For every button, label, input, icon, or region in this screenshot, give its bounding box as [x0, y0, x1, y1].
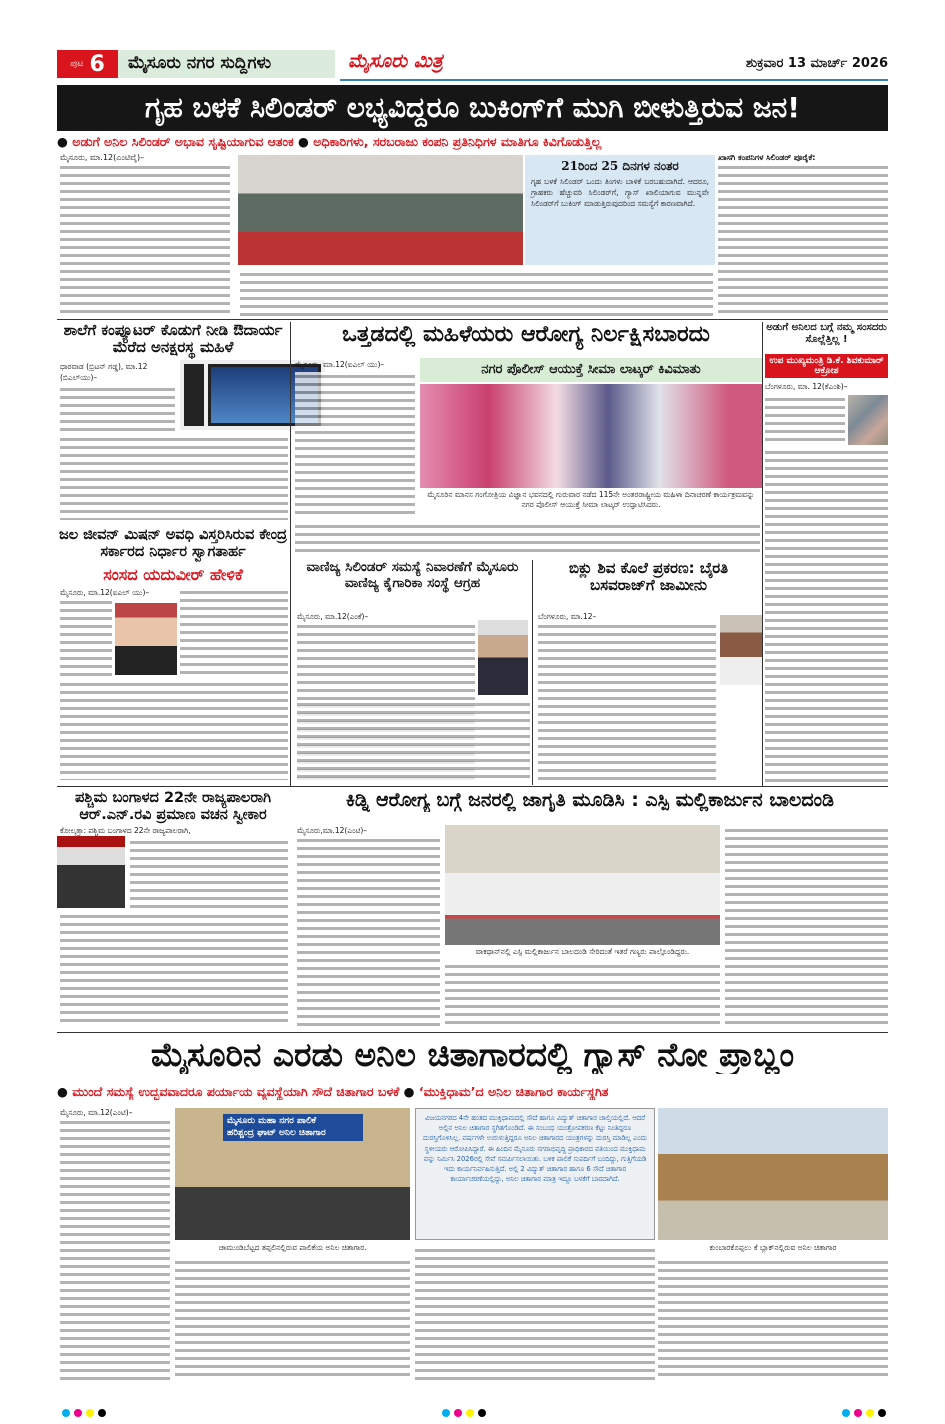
- jjm-body-3: [60, 680, 288, 780]
- divider: [290, 322, 291, 787]
- governor-dateline: ಕೋಲ್ಕತ್ತಾ: ಪಶ್ಚಿಮ ಬಂಗಾಳದ 22ನೇ ರಾಜ್ಯಪಾಲರಾಗಿ,: [60, 826, 191, 835]
- section-title: ಮೈಸೂರು ನಗರ ಸುದ್ದಿಗಳು: [118, 50, 335, 78]
- kidney-caption: ವಾಕಥಾನ್‌ನಲ್ಲಿ ಎಸ್ಪಿ ಮಲ್ಲಿಕಾರ್ಜುನ ಬಾಲದಂಡಿ ಸೇರಿದಂತೆ ಇತರೆ ಗಣ್ಯರು ಪಾಲ್ಗೊಂಡಿದ್ದರು.: [475, 947, 690, 956]
- governor-photo: [57, 836, 125, 908]
- crematorium-caption-1: ಚಾಮುಂಡಿಬೆಟ್ಟದ ತಪ್ಪಲಿನಲ್ಲಿರುವ ಪಾಲಿಕೆಯ ಅನಿಲ ಚಿತಾಗಾರ.: [218, 1243, 367, 1252]
- women-dateline: ಮೈಸೂರು, ಮಾ.12(ಐಎಲ್ ಯು)–: [295, 360, 385, 369]
- lead-body-right: [718, 163, 888, 315]
- commerce-body-2: [297, 700, 530, 782]
- lead-sub-1: ಅಡುಗೆ ಅನಿಲ ಸಿಲಿಂಡರ್ ಅಭಾವ ಸೃಷ್ಟಿಯಾಗುವ ಆತಂಕ: [72, 134, 294, 149]
- governor-body: [130, 838, 288, 908]
- page-number: 6: [89, 51, 105, 77]
- page-number-badge: [57, 50, 118, 78]
- divider: [762, 322, 763, 787]
- jjm-subhead: ಸಂಸದ ಯದುವೀರ್ ಹೇಳಿಕೆ: [103, 565, 243, 584]
- kidney-body-2: [445, 962, 720, 1027]
- dks-body: [765, 395, 845, 445]
- commerce-dateline: ಮೈಸೂರು, ಮಾ.12(ಎಂಕೆ)–: [297, 612, 369, 621]
- kidney-headline: ಕಿಡ್ನಿ ಆರೋಗ್ಯ ಬಗ್ಗೆ ಜನರಲ್ಲಿ ಜಾಗೃತಿ ಮೂಡಿಸಿ : ಎಸ್ಪಿ ಮಲ್ಲಿಕಾರ್ಜುನ ಬಾಲದಂಡಿ: [346, 790, 834, 811]
- computer-dateline: ಧಾರವಾಡ (ಬ್ರಿಟನ್ ಗಡ್ಡ), ಮಾ.12 (ಬಿಎಲ್‌ಯು)–: [60, 362, 148, 382]
- lead-photo-cylinders: [238, 155, 523, 265]
- crematorium-body-3: [415, 1246, 655, 1380]
- bail-headline: ಬಿಕ್ಲು ಶಿವ ಕೊಲೆ ಪ್ರಕರಣ: ಬೈರತಿ ಬಸವರಾಜ್‌ಗೆ ಜಾಮೀನು: [568, 559, 729, 595]
- page-label: ಪುಟ: [70, 59, 84, 69]
- registration-marks-center: [440, 1402, 488, 1421]
- women-body-bottom: [295, 522, 760, 555]
- bail-dateline: ಬೆಂಗಳೂರು, ಮಾ.12–: [538, 612, 597, 621]
- women-body-left: [295, 372, 415, 517]
- women-caption: ಮೈಸೂರಿನ ಮಾನಸ ಗಂಗೋತ್ರಿಯ ವಿಜ್ಞಾನ ಭವನದಲ್ಲಿ ಗುರುವಾರ ನಡೆದ 115ನೇ ಅಂತರರಾಷ್ಟ್ರೀಯ ಮಹಿಳಾ ದಿನಾಚರಣೆ ಕಾರ್ಯಕ್ರಮವನ್ನು ನಗರ ಪೊಲೀಸ್ ಆಯುಕ್ತೆ ಸೀಮಾ ಲಾಟ್ಕರ್ ಉದ್ಘಾಟಿಸಿದರು.: [427, 490, 755, 509]
- lead-body-col1: [60, 163, 230, 315]
- governor-headline: ಪಶ್ಚಿಮ ಬಂಗಾಳದ 22ನೇ ರಾಜ್ಯಪಾಲರಾಗಿ ಆರ್.ಎನ್.ರವಿ ಪ್ರಮಾಣ ವಚನ ಸ್ವೀಕಾರ: [74, 790, 272, 823]
- crematorium-subheads: ● ಮುಂದೆ ಸಮಸ್ಯೆ ಉದ್ಭವವಾದರೂ ಪರ್ಯಾಯ ವ್ಯವಸ್ಥೆಯಾಗಿ ಸೌದೆ ಚಿತಾಗಾರ ಬಳಕೆ ● ‘ಮುಕ್ತಿಧಾಮ’ದ ಅನಿಲ ಚಿತಾಗಾರ ಕಾರ್ಯಸ್ಥಗಿತ: [57, 1084, 609, 1099]
- commerce-headline: ವಾಣಿಜ್ಯ ಸಿಲಿಂಡರ್ ಸಮಸ್ಯೆ ನಿವಾರಣೆಗೆ ಮೈಸೂರು ವಾಣಿಜ್ಯ ಕೈಗಾರಿಕಾ ಸಂಸ್ಥೆ ಆಗ್ರಹ: [306, 559, 519, 591]
- basavaraj-photo: [720, 615, 762, 685]
- lead-subheads: ● ಅಡುಗೆ ಅನಿಲ ಸಿಲಿಂಡರ್ ಅಭಾವ ಸೃಷ್ಟಿಯಾಗುವ ಆತಂಕ ● ಅಧಿಕಾರಿಗಳು, ಸರಬರಾಜು ಕಂಪನಿ ಪ್ರತಿನಿಧಿಗಳ ಮಾತಿಗೂ ಕಿವಿಗೊಡುತ್ತಿಲ್ಲ: [57, 134, 602, 149]
- crematorium-body-1: [60, 1118, 170, 1380]
- divider: [57, 319, 888, 320]
- masthead-rule: [340, 79, 888, 81]
- kidney-photo: [445, 825, 720, 945]
- lead-sub-2: ಅಧಿಕಾರಿಗಳು, ಸರಬರಾಜು ಕಂಪನಿ ಪ್ರತಿನಿಧಿಗಳ ಮಾತಿಗೂ ಕಿವಿಗೊಡುತ್ತಿಲ್ಲ: [313, 134, 602, 149]
- lead-box-title: 21ರಿಂದ 25 ದಿನಗಳ ನಂತರ: [561, 159, 679, 173]
- sign-line-2: ಹರಿಶ್ಚಂದ್ರ ಘಾಟ್ ಅನಿಲ ಚಿತಾಗಾರ: [227, 1127, 326, 1138]
- crematorium-body-4: [658, 1258, 888, 1380]
- dks-dateline: ಬೆಂಗಳೂರು, ಮಾ. 12(ಕೆಎಂಶಿ)–: [765, 382, 848, 391]
- dks-label: ಉಪ ಮುಖ್ಯಮಂತ್ರಿ ಡಿ.ಕೆ. ಶಿವಕುಮಾರ್ ಆಕ್ರೋಶ: [765, 354, 888, 378]
- mukthidhama-box: ವಿಜಯನಗರದ 4ನೇ ಹಂತದ ಮುಕ್ತಿಧಾಮದಲ್ಲಿ ಸೌದೆ ಹಾಗೂ ವಿದ್ಯುತ್ ಚಿತಾಗಾರ ಚಾಲ್ತಿಯಲ್ಲಿದೆ. ಆದರೆ ಅಲ್ಲಿನ ಅನಿಲ ಚಿತಾಗಾರ ಸ್ಥಗಿತಗೊಂಡಿದೆ. ಈ ಸಂಬಂಧ ಯಂತ್ರೋಪಕರಣ ಕೆಟ್ಟು ನಿಂತಿದ್ದರೂ ದುರಸ್ತಿಗೊಳಿಸಿಲ್ಲ. ವರ್ಷಗಳೇ ಉರುಳುತ್ತಿದ್ದರೂ ಅನಿಲ ಚಿತಾಗಾರದ ಯಂತ್ರಗಳನ್ನು ದುರಸ್ತಿ ಮಾಡಿಲ್ಲ ಎಂದು ಸ್ಥಳೀಯರು ಆರೋಪಿಸಿದ್ದಾರೆ. ಈ ಹಿಂದಿನ ಮೈಸೂರು ನಗರಾಭಿವೃದ್ಧಿ ಪ್ರಾಧಿಕಾರದ ವತಿಯಿಂದ ಮುಕ್ತಿಧಾಮ ವನ್ನು ನಿರ್ಮಿಸಿ 2026ರಲ್ಲಿ ಸೇವೆ ಸಮರ್ಪಿಸಲಾಯಿತು. ಬಳಿಕ ಪಾಲಿಕೆ ಸುಪರ್ದಿಗೆ ಬಂದಿದ್ದು, ಗುತ್ತಿಗೆಯಡಿ ಇದು ಕಾರ್ಯನಿರ್ವಹಿಸುತ್ತಿದೆ. ಅಲ್ಲಿ 2 ವಿದ್ಯುತ್ ಚಿತಾಗಾರ ಹಾಗೂ 6 ಸೌದೆ ಚಿತಾಗಾರ ಕಾರ್ಯಾಚರಣೆಯಲ್ಲಿದ್ದು, ಅನಿಲ ಚಿತಾಗಾರ ಮಾತ್ರ ಇದ್ದೂ ಬಳಕೆಗೆ ಬಾರದಾಗಿದೆ.: [415, 1108, 655, 1240]
- jjm-body-1: [60, 598, 112, 678]
- lead-headline: ಗೃಹ ಬಳಕೆ ಸಿಲಿಂಡರ್ ಲಭ್ಯವಿದ್ದರೂ ಬುಕಿಂಗ್‌ಗೆ ಮುಗಿ ಬೀಳುತ್ತಿರುವ ಜನ!: [57, 85, 888, 131]
- crematorium-dateline: ಮೈಸೂರು, ಮಾ.12(ಎಂಟಿ)–: [60, 1108, 133, 1117]
- crematorium-caption-2: ಕುಂಬಾರಕೊಪ್ಪಲು ಕೆ ಬ್ಲಾಕ್‌ನಲ್ಲಿರುವ ಅನಿಲ ಚಿತಾಗಾರ: [709, 1243, 837, 1252]
- crematorium-sub-1: ಮುಂದೆ ಸಮಸ್ಯೆ ಉದ್ಭವವಾದರೂ ಪರ್ಯಾಯ ವ್ಯವಸ್ಥೆಯಾಗಿ ಸೌದೆ ಚಿತಾಗಾರ ಬಳಕೆ: [72, 1084, 400, 1099]
- jjm-body-2: [180, 588, 288, 678]
- paper-logo: ಮೈಸೂರು ಮಿತ್ರ: [348, 50, 443, 72]
- dks-headline: ಅಡುಗೆ ಅನಿಲದ ಬಗ್ಗೆ ನಮ್ಮ ಸಂಸದರು ಸೊಲ್ಲೆತ್ತಿಲ್ಲ !: [766, 322, 887, 345]
- governor-body-2: [60, 912, 288, 1027]
- registration-marks-right: [840, 1402, 888, 1421]
- lead-body-cols: [240, 270, 713, 316]
- computer-body: [60, 385, 175, 433]
- kidney-body-1: [297, 836, 440, 1026]
- computer-body-2: [60, 435, 288, 520]
- crematorium-body-2: [175, 1258, 410, 1380]
- sign-line-1: ಮೈಸೂರು ಮಹಾ ನಗರ ಪಾಲಿಕೆ: [227, 1116, 317, 1126]
- lead-right-kicker: ಖಾಸಗಿ ಕಂಪನಿಗಳ ಸಿಲಿಂಡರ್ ಪೂರೈಕೆ:: [718, 153, 816, 162]
- computer-headline: ಶಾಲೆಗೆ ಕಂಪ್ಯೂಟರ್ ಕೊಡುಗೆ ನೀಡಿ ಔದಾರ್ಯ ಮೆರೆದ ಅನಕ್ಷರಸ್ಥ ಮಹಿಳೆ: [63, 321, 283, 357]
- crematorium-sub-2: ‘ಮುಕ್ತಿಧಾಮ’ದ ಅನಿಲ ಚಿತಾಗಾರ ಕಾರ್ಯಸ್ಥಗಿತ: [418, 1084, 609, 1099]
- dks-body-2: [765, 448, 888, 786]
- registration-marks-left: [60, 1402, 108, 1421]
- dks-photo: [848, 395, 888, 445]
- women-subhead: ನಗರ ಪೊಲೀಸ್ ಆಯುಕ್ತೆ ಸೀಮಾ ಲಾಟ್ಕರ್ ಕಿವಿಮಾತು: [420, 358, 762, 382]
- kidney-body-3: [725, 826, 888, 1026]
- crematorium-photo-1: [175, 1108, 410, 1240]
- jjm-headline: ಜಲ ಜೀವನ್ ಮಿಷನ್ ಅವಧಿ ವಿಸ್ತರಿಸಿರುವ ಕೇಂದ್ರ ಸರ್ಕಾರದ ನಿರ್ಧಾರ ಸ್ವಾಗತಾರ್ಹ: [58, 527, 288, 560]
- crematorium-headline: ಮೈಸೂರಿನ ಎರಡು ಅನಿಲ ಚಿತಾಗಾರದಲ್ಲಿ ಗ್ಯಾಸ್ ನೋ ಪ್ರಾಬ್ಲಂ: [150, 1036, 795, 1074]
- women-headline: ಒತ್ತಡದಲ್ಲಿ ಮಹಿಳೆಯರು ಆರೋಗ್ಯ ನಿರ್ಲಕ್ಷಿಸಬಾರದು: [342, 322, 710, 347]
- lead-box-text: ಗೃಹ ಬಳಕೆ ಸಿಲಿಂಡರ್ ಒಂದು ತಿಂಗಳು ಬಾಳಿಕೆ ಬರಬಹುದಾಗಿದೆ. ಆದರೂ, ಗ್ರಾಹಕರು ಹೆಚ್ಚುವರಿ ಸಿಲಿಂಡರ್‌ಗೆ, ಗ್ಯಾಸ್ ಖಾಲಿಯಾಗುವ ಮುನ್ನವೇ ಸಿಲಿಂಡರ್‌ಗೆ ಬುಕಿಂಗ್ ಮಾಡುತ್ತಿರುವುದರಿಂದ ಸಮಸ್ಯೆಗೆ ಕಾರಣವಾಗಿದೆ.: [531, 177, 709, 208]
- crematorium-sign: [223, 1114, 363, 1141]
- crematorium-photo-2: [658, 1108, 888, 1240]
- divider: [532, 560, 533, 785]
- divider: [57, 1032, 888, 1033]
- yaduveer-photo: [115, 603, 177, 675]
- divider: [57, 786, 888, 787]
- women-photo: [420, 384, 762, 488]
- issue-date: ಶುಕ್ರವಾರ 13 ಮಾರ್ಚ್ 2026: [745, 56, 888, 71]
- jjm-dateline: ಮೈಸೂರು, ಮಾ.12(ಐಎಲ್ ಯು)–: [60, 588, 150, 597]
- bail-body: [538, 622, 716, 782]
- kidney-dateline: ಮೈಸೂರು,ಮಾ.12(ಎಂಟಿ)–: [297, 826, 368, 835]
- commerce-photo: [478, 620, 528, 695]
- lead-dateline: ಮೈಸೂರು, ಮಾ.12(ಎಂಟಿವೈ)–: [60, 153, 145, 162]
- lead-info-box: [525, 155, 715, 265]
